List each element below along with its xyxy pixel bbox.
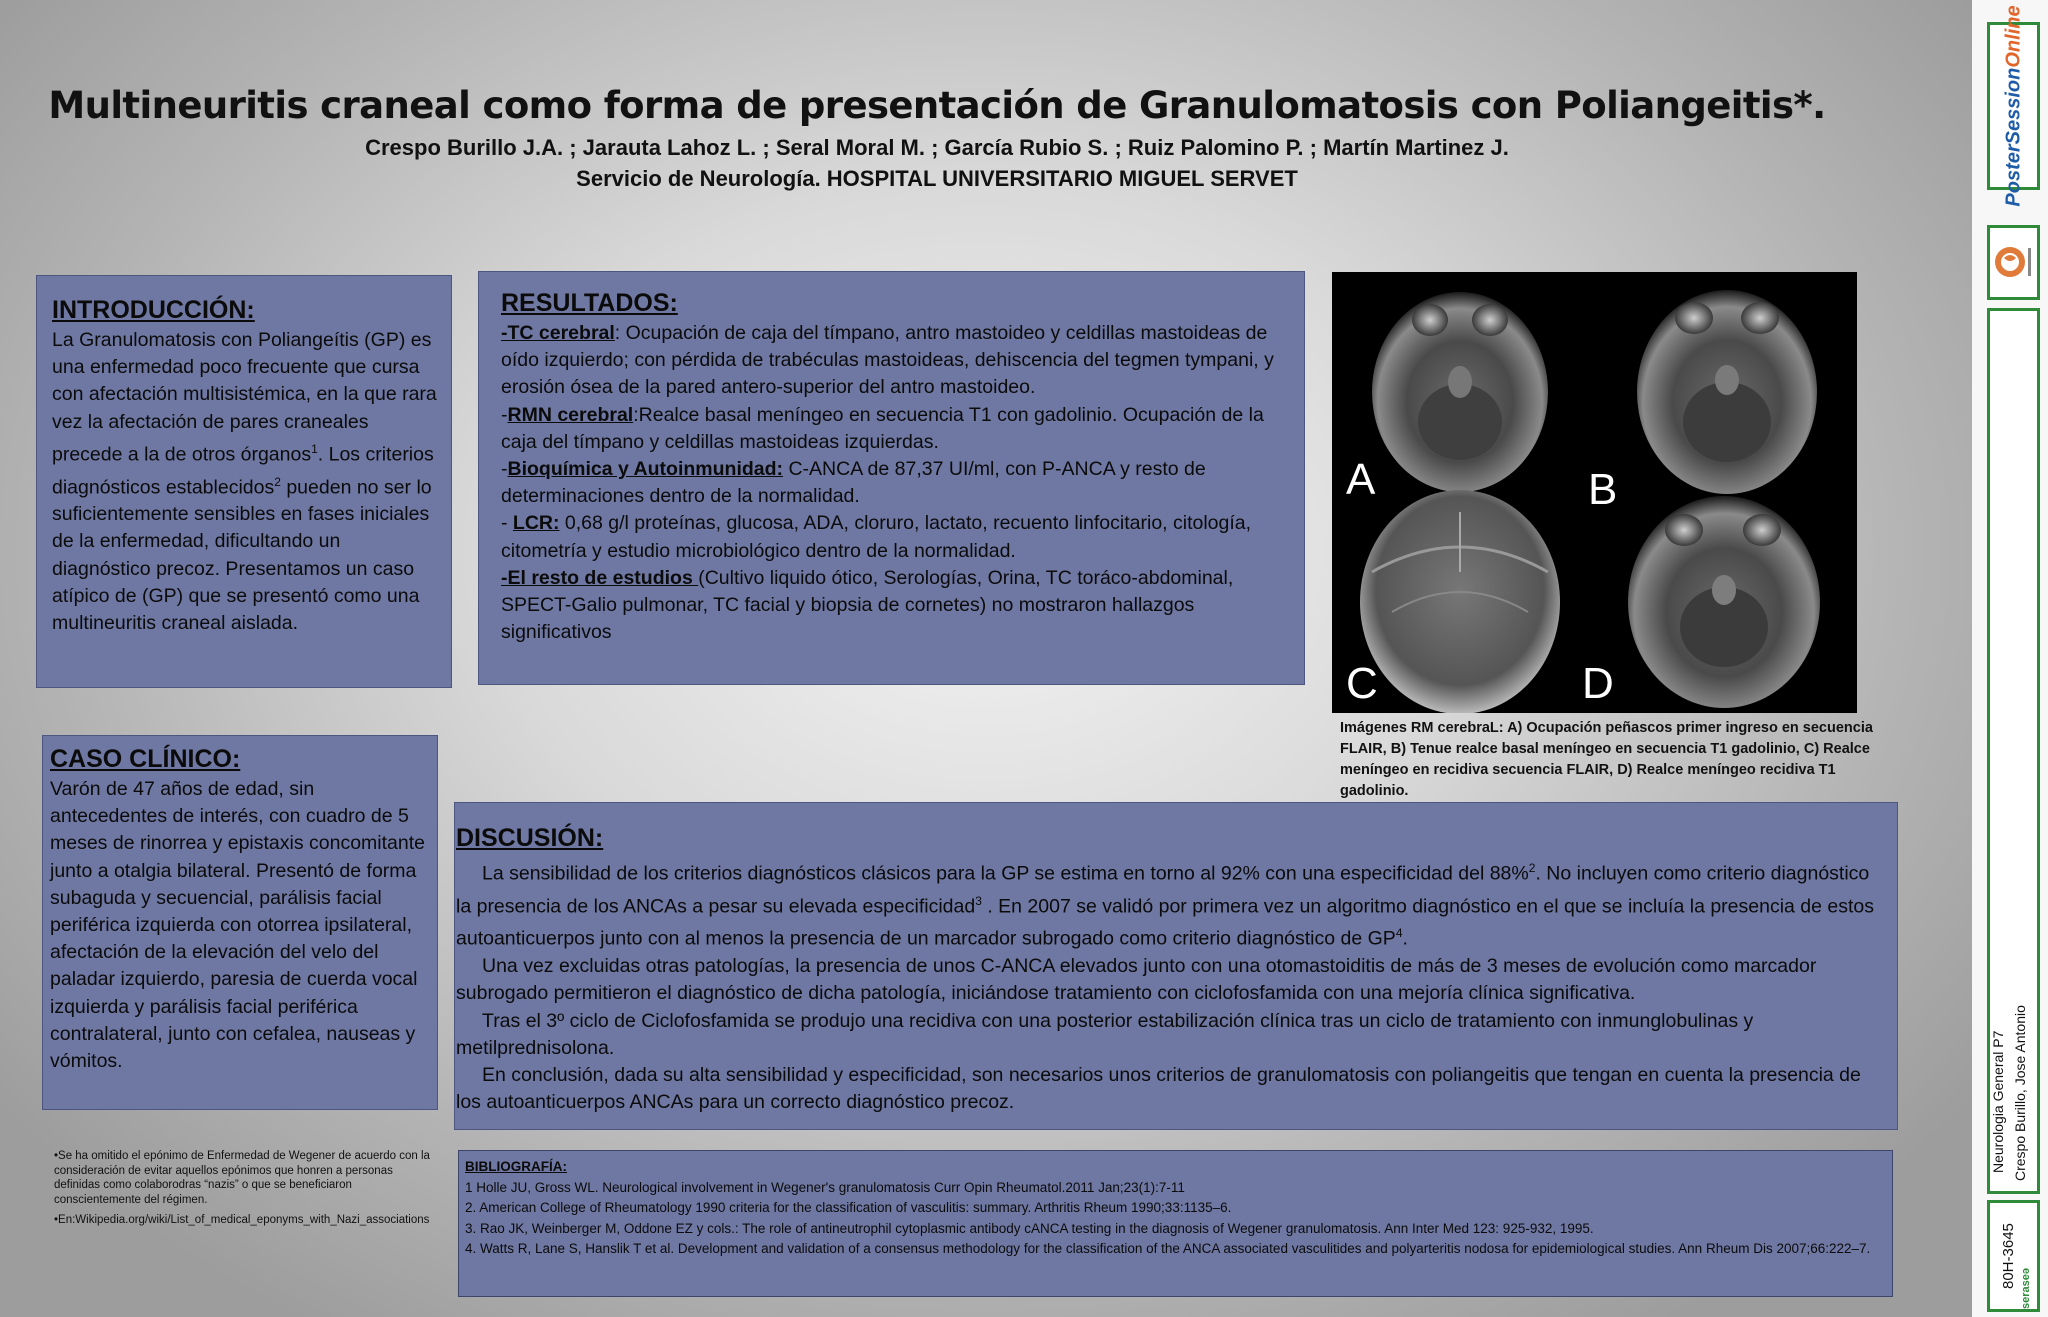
bibliography-panel bbox=[458, 1150, 1893, 1297]
poster-code-box bbox=[1987, 1200, 2040, 1312]
mri-panel-a bbox=[1372, 292, 1548, 492]
poster-sidebar bbox=[1972, 0, 2048, 1317]
reference-item: 3. Rao JK, Weinberger M, Oddone EZ y cols.: The role of antineutrophil cytoplasmic antibody cANCA testing in the diagnosis of Wegener granulomatosis. Ann Inter Med 123: 925-932, 1995. bbox=[465, 1220, 1594, 1236]
mri-label-d: D bbox=[1582, 659, 1614, 708]
mri-panel-c bbox=[1360, 490, 1560, 713]
bibliography-heading: BIBLIOGRAFÍA: bbox=[465, 1159, 567, 1174]
discussion-paragraph: En conclusión, dada su alta sensibilidad y especificidad, son necesarios unos criterios de granulomatosis con poliangeitis que tengan en cuenta la presencia de los autoanticuerpos ANCAs para un correcto diagnóstico precoz. bbox=[456, 1063, 1861, 1114]
footnotes bbox=[54, 1149, 434, 1234]
case-heading: CASO CLÍNICO: bbox=[50, 745, 241, 773]
results-item-otros: -El resto de estudios (Cultivo liquido ótico, Serologías, Orina, TC toráco-abdominal, SPECT-Galio pulmonar, TC facial y biopsia de cornetes) no mostraron hallazgos significativos bbox=[501, 566, 1234, 644]
reference-item: 4. Watts R, Lane S, Hanslik T et al. Development and validation of a consensus methodology for the classification of the ANCA associated vasculitides and polyarteritis nodosa for epidemiological studies. Ann Rheum Dis 2007;66:222–7. bbox=[465, 1241, 1871, 1256]
discussion-paragraph: La sensibilidad de los criterios diagnósticos clásicos para la GP se estima en torno al 92% con una especificidad del 88%$^2$. No incluyen como criterio diagnóstico la presencia de los ANCAs a pesar su elevada especificidad$^3$ . En 2007 se validó por primera vez un algoritmo diagnóstico en el que se incluía la presencia de estos autoanticuerpos junto con al menos la presencia de un marcador subrogado como criterio diagnóstico de $GP^4$. bbox=[456, 861, 1875, 950]
authors-line: Crespo Burillo J.A. ; Jarauta Lahoz L. ; Seral Moral M. ; García Rubio S. ; Ruiz Palomino P. ; Martín Martinez J. bbox=[365, 135, 1509, 160]
results-panel bbox=[478, 271, 1305, 685]
poster-category: Neurologia General P7 bbox=[1990, 1030, 2006, 1173]
mri-label-b: B bbox=[1588, 465, 1618, 514]
intro-text: La Granulomatosis con Poliangeítis (GP) es una enfermedad poco frecuente que cursa con afectación multisistémica, en la que rara vez la afectación de pares craneales precede a la de otros órganos$^1$. Los criterios diagnósticos establecidos$^2$ pueden no ser lo suficientemente sensibles en fases iniciales de la enfermedad, dificultando un diagnóstico precoz. Presentamos un caso atípico de (GP) que se presentó como una multineuritis craneal aislada. bbox=[52, 329, 437, 635]
results-item-rmn: -RMN cerebral:Realce basal meníngeo en secuencia T1 con gadolinio. Ocupación de la caja del tímpano y celdillas mastoideas izquierdas. bbox=[501, 403, 1264, 453]
mri-label-a: A bbox=[1346, 455, 1376, 504]
mri-label-c: C bbox=[1346, 659, 1378, 708]
discussion-paragraph: Tras el 3º ciclo de Ciclofosfamida se produjo una recidiva con una posterior estabilización clínica tras un ciclo de tratamiento con inmunglobulinas y metilprednisolona. bbox=[456, 1009, 1754, 1059]
footnote-item: •Se ha omitido el epónimo de Enfermedad de Wegener de acuerdo con la consideración de evitar aquellos epónimos que honren a personas definidas como colaborodras “nazis” o que se beneficiaron conscientemente del régimen. bbox=[54, 1150, 430, 1206]
poster-author: Crespo Burillo, Jose Antonio bbox=[2012, 1005, 2028, 1181]
intro-panel bbox=[36, 275, 452, 688]
results-item-bioquimica: -Bioquímica y Autoinmunidad: C-ANCA de 87,37 UI/ml, con P-ANCA y resto de determinaciones dentro de la normalidad. bbox=[501, 458, 1206, 508]
intro-heading: INTRODUCCIÓN: bbox=[52, 296, 255, 324]
discussion-panel bbox=[454, 802, 1898, 1130]
poster-info-box bbox=[1987, 308, 2040, 1194]
case-text: Varón de 47 años de edad, sin antecedentes de interés, con cuadro de 5 meses de rinorrea y epistaxis concomitante junto a otalgia bilateral. Presentó de forma subaguda y secuencial, parálisis facial periférica izquierda con otorrea ipsilateral, afectación de la elevación del velo del paladar izquierdo, paresia de cuerda vocal izquierda y parálisis facial periférica contralateral, junto con cefalea, nauseas y vómitos. bbox=[50, 778, 426, 1073]
discussion-heading: DISCUSIÓN: bbox=[456, 824, 604, 852]
postersessiononline-logo[interactable]: PosterSessionOnline bbox=[1987, 22, 2040, 190]
results-item-tc: -TC cerebral: Ocupación de caja del tímpano, antro mastoideo y celdillas mastoideas de oído izquierdo; con pérdida de trabéculas mastoideas, dehiscencia del tegmen tympani, y erosión ósea de la pared antero-superior del antro mastoideo. bbox=[501, 322, 1274, 399]
figure-caption: Imágenes RM cerebraL: A) Ocupación peñascos primer ingreso en secuencia FLAIR, B) Tenue realce basal meníngeo en secuencia T1 gadolinio, C) Realce meníngeo en recidiva secuencia FLAIR, D) Realce meníngeo recidiva T1 gadolinio. bbox=[1340, 720, 1873, 799]
reference-item: 2. American College of Rheumatology 1990 criteria for the classification of vasculitis: summary. Arthritis Rheum 1990;33:1135–6. bbox=[465, 1200, 1232, 1215]
discussion-paragraph: Una vez excluidas otras patologías, la presencia de unos C-ANCA elevados junto con una otomastoiditis de más de 3 meses de evolución como marcador subrogado permitieron el diagnóstico de dicha patología, iniciándose tratamiento con ciclofosfamida con una mejoría clínica significativa. bbox=[456, 955, 1817, 1005]
society-logo bbox=[1987, 225, 2040, 300]
case-panel bbox=[42, 735, 438, 1110]
affiliation-line: Servicio de Neurología. HOSPITAL UNIVERSITARIO MIGUEL SERVET bbox=[576, 166, 1298, 191]
reference-item: 1 Holle JU, Gross WL. Neurological involvement in Wegener's granulomatosis Curr Opin Rheumatol.2011 Jan;23(1):7-11 bbox=[465, 1179, 1185, 1195]
poster-code: 80H-3645 bbox=[2000, 1223, 2017, 1289]
mri-figure bbox=[1332, 272, 1857, 713]
mri-panel-b bbox=[1637, 290, 1817, 494]
society-emblem-icon bbox=[1990, 228, 2037, 297]
results-heading: RESULTADOS: bbox=[501, 289, 678, 317]
poster-title: Multineuritis craneal como forma de presentación de Granulomatosis con Poliangeitis*. bbox=[48, 84, 1826, 127]
brand-mark: seraseǝ bbox=[2020, 1268, 2032, 1309]
mri-panel-d bbox=[1628, 496, 1820, 708]
footnote-item: •En:Wikipedia.org/wiki/List_of_medical_eponyms_with_Nazi_associations bbox=[54, 1214, 430, 1226]
results-item-lcr: - LCR: 0,68 g/l proteínas, glucosa, ADA, cloruro, lactato, recuento linfocitario, citología, citometría y estudio microbiológico dentro de la normalidad. bbox=[501, 512, 1252, 562]
